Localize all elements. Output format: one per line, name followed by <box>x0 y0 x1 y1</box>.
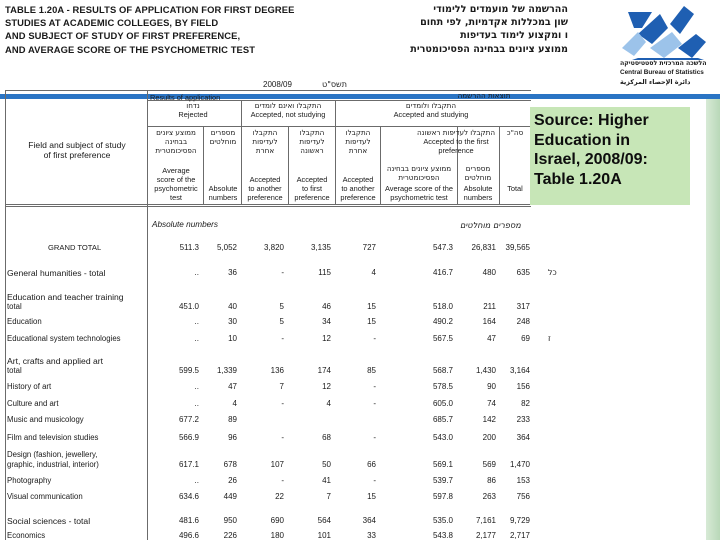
section-label-absolute-numbers-hebrew: מספרים מוחלטים <box>460 220 521 230</box>
table-cell: 634.6 <box>178 492 199 501</box>
section-label-absolute-numbers: Absolute numbers <box>152 220 218 229</box>
col-another-pref-header-hebrew: התקבלו לעדיפות אחרת <box>252 128 278 155</box>
table-cell: 156 <box>516 382 530 391</box>
table-cell: 15 <box>367 302 376 311</box>
table-cell: 107 <box>270 460 284 469</box>
table-cell: 547.3 <box>432 243 453 252</box>
table-cell: 47 <box>487 334 496 343</box>
table-cell: 82 <box>521 399 530 408</box>
table-cell: 136 <box>270 366 284 375</box>
row-label: Visual communication <box>7 492 83 501</box>
accepted-first-pref-header-hebrew: התקבלו לעדיפות ראשונה <box>416 128 496 137</box>
source-line: Israel, 2008/09: <box>534 151 648 168</box>
title-line: AND AVERAGE SCORE OF THE PSYCHOMETRIC TEST <box>5 43 256 55</box>
table-cell: 568.7 <box>432 366 453 375</box>
table-cell: 4 <box>371 268 376 277</box>
rejected-header-hebrew: נדחו <box>186 101 200 110</box>
row-label: General humanities - total <box>7 268 106 278</box>
grid-line <box>5 90 6 540</box>
table-cell: 90 <box>487 382 496 391</box>
title-line: ממוצע ציונים בבחינה הפסיכומטרית <box>410 43 568 55</box>
col-another-pref-header: Accepted to another preference <box>247 175 283 202</box>
rejected-header: Rejected <box>178 110 208 119</box>
table-cell: 317 <box>516 302 530 311</box>
table-cell: 566.9 <box>178 433 199 442</box>
table-cell: 2,717 <box>509 531 530 540</box>
table-cell: 7 <box>326 492 331 501</box>
col-total-header-hebrew: סה"כ <box>506 128 524 137</box>
field-column-header: Field and subject of study of first preference <box>28 140 126 160</box>
row-label: Film and television studies <box>7 433 99 442</box>
table-cell: 69 <box>521 334 530 343</box>
table-cell: 40 <box>228 302 237 311</box>
col-another-pref-studying-header-hebrew: התקבלו לעדיפות אחרת <box>345 128 371 155</box>
col-absolute-header: Absolute numbers <box>208 184 238 202</box>
table-title-hebrew <box>328 3 568 56</box>
table-cell: 10 <box>228 334 237 343</box>
col-absolute-studying-header-hebrew: מספרים מוחלטים <box>464 164 492 182</box>
grid-line <box>147 126 531 127</box>
col-first-pref-header-hebrew: התקבלו לעדיפות ראשונה <box>299 128 325 155</box>
table-cell: 233 <box>516 415 530 424</box>
table-cell: 86 <box>487 476 496 485</box>
table-cell: .. <box>194 317 199 326</box>
row-label: total <box>7 366 22 375</box>
row-label: Music and musicology <box>7 415 84 424</box>
table-cell: 263 <box>482 492 496 501</box>
decorative-side-band <box>706 99 720 540</box>
results-header: Results of application <box>150 93 221 102</box>
table-cell: 690 <box>270 516 284 525</box>
col-total-header: Total <box>507 184 523 193</box>
table-cell: 539.7 <box>432 476 453 485</box>
table-cell: 7 <box>279 382 284 391</box>
table-cell: - <box>281 476 284 485</box>
table-cell: 605.0 <box>432 399 453 408</box>
table-cell: 115 <box>318 268 331 277</box>
table-cell: 481.6 <box>178 516 199 525</box>
row-label-hebrew: כל <box>548 268 557 277</box>
table-cell: 3,135 <box>310 243 331 252</box>
row-label: Social sciences - total <box>7 516 91 526</box>
table-cell: - <box>281 433 284 442</box>
table-cell: .. <box>194 476 199 485</box>
table-cell: 5 <box>279 302 284 311</box>
table-cell: 68 <box>322 433 331 442</box>
table-cell: .. <box>194 382 199 391</box>
table-cell: 449 <box>223 492 237 501</box>
table-cell: 1,430 <box>475 366 496 375</box>
row-label-hebrew: ז <box>548 334 551 343</box>
grid-line <box>147 90 148 540</box>
table-cell: 15 <box>367 492 376 501</box>
title-line: ו ומקצוע לימוד בעדיפות <box>460 30 568 42</box>
table-cell: 727 <box>362 243 376 252</box>
table-cell: 4 <box>232 399 237 408</box>
table-cell: 678 <box>223 460 237 469</box>
table-cell: 174 <box>317 366 331 375</box>
table-cell: 364 <box>516 433 530 442</box>
table-cell: 535.0 <box>432 516 453 525</box>
table-cell: 96 <box>228 433 237 442</box>
table-cell: 101 <box>317 531 331 540</box>
accepted-studying-header-hebrew: התקבלו ולומדים <box>405 101 457 110</box>
table-cell: - <box>373 433 376 442</box>
table-cell: 1,339 <box>216 366 237 375</box>
table-cell: 200 <box>482 433 496 442</box>
accepted-not-studying-header-hebrew: התקבלו ואינם לומדים <box>254 101 322 110</box>
table-cell: 3,164 <box>509 366 530 375</box>
table-cell: 34 <box>322 317 331 326</box>
row-label: Education and teacher training <box>7 292 124 302</box>
table-cell: 47 <box>228 382 237 391</box>
row-label: graphic, industrial, interior) <box>7 460 99 469</box>
table-cell: 5 <box>279 317 284 326</box>
table-cell: 677.2 <box>178 415 199 424</box>
table-cell: 15 <box>367 317 376 326</box>
table-cell: 142 <box>482 415 496 424</box>
table-cell: .. <box>194 334 199 343</box>
table-cell: 211 <box>483 302 496 311</box>
logo-shape <box>670 6 694 34</box>
logo-caption-hebrew: הלשכה המרכזית לסטטיסטיקה <box>620 60 707 67</box>
table-cell: 416.7 <box>432 268 453 277</box>
table-cell: 180 <box>270 531 284 540</box>
source-line: Source: Higher <box>534 112 649 129</box>
table-cell: 617.1 <box>178 460 199 469</box>
table-cell: 496.6 <box>178 531 199 540</box>
table-cell: 248 <box>516 317 530 326</box>
year-label: 2008/09 <box>263 80 292 89</box>
table-cell: 1,470 <box>509 460 530 469</box>
accepted-studying-header: Accepted and studying <box>393 110 469 119</box>
table-cell: - <box>373 382 376 391</box>
table-cell: 153 <box>516 476 530 485</box>
table-cell: 164 <box>482 317 496 326</box>
row-label: GRAND TOTAL <box>48 243 102 252</box>
table-cell: 89 <box>228 415 237 424</box>
table-cell: 12 <box>322 334 331 343</box>
logo-caption-english: Central Bureau of Statistics <box>620 69 704 76</box>
table-cell: - <box>281 334 284 343</box>
logo-shape <box>678 34 706 58</box>
row-label: Art, crafts and applied art <box>7 356 104 366</box>
table-cell: 511.3 <box>179 243 199 252</box>
col-absolute-studying-header: Absolute numbers <box>463 184 493 202</box>
source-line: Table 1.20A <box>534 170 622 188</box>
table-cell: 597.8 <box>432 492 453 501</box>
title-line: AND SUBJECT OF STUDY OF FIRST PREFERENCE, <box>5 30 241 42</box>
col-first-pref-header: Accepted to first preference <box>294 175 330 202</box>
table-cell: 30 <box>228 317 237 326</box>
table-cell: 518.0 <box>432 302 453 311</box>
table-cell: 756 <box>516 492 530 501</box>
table-cell: 490.2 <box>432 317 453 326</box>
source-callout <box>530 107 690 205</box>
table-cell: 12 <box>322 382 331 391</box>
table-cell: 451.0 <box>178 302 199 311</box>
table-cell: 364 <box>362 516 376 525</box>
table-cell: 3,820 <box>263 243 284 252</box>
col-absolute-header-hebrew: מספרים מוחלטים <box>209 128 237 146</box>
table-cell: 50 <box>322 460 331 469</box>
table-title-english <box>5 3 335 56</box>
grid-line <box>5 206 531 207</box>
table-cell: 33 <box>367 531 376 540</box>
table-cell: 46 <box>322 302 331 311</box>
table-cell: 22 <box>275 492 284 501</box>
table-cell: 39,565 <box>505 243 530 252</box>
row-label: Economics <box>7 531 46 540</box>
table-cell: 543.0 <box>432 433 453 442</box>
table-cell: 226 <box>223 531 237 540</box>
table-cell: 567.5 <box>432 334 453 343</box>
table-cell: .. <box>194 268 199 277</box>
title-line: שון במכללות אקדמיות, לפי תחום <box>420 17 568 29</box>
table-cell: 635 <box>516 268 530 277</box>
col-avg-score-header: Average score of the psychometric test <box>154 166 198 202</box>
table-cell: 66 <box>367 460 376 469</box>
table-cell: 950 <box>223 516 237 525</box>
table-cell: - <box>281 399 284 408</box>
col-avg-score-studying-header: Average score of the psychometric test <box>384 184 454 202</box>
table-cell: 36 <box>228 268 237 277</box>
table-cell: 9,729 <box>509 516 530 525</box>
year-label-hebrew: תשס"ט <box>322 80 347 89</box>
accepted-not-studying-header: Accepted, not studying <box>250 110 326 119</box>
col-avg-score-header-hebrew: ממוצע ציונים בבחינה הפסיכומטרית <box>155 128 197 155</box>
row-label: Education <box>7 317 42 326</box>
table-cell: 7,161 <box>475 516 496 525</box>
row-label: Photography <box>7 476 52 485</box>
title-line: STUDIES AT ACADEMIC COLLEGES, BY FIELD <box>5 17 219 29</box>
title-line: TABLE 1.20A - RESULTS OF APPLICATION FOR FIRST DEGREE <box>5 4 295 15</box>
table-cell: 5,052 <box>216 243 237 252</box>
row-label: Culture and art <box>7 399 59 408</box>
table-cell: 543.8 <box>432 531 453 540</box>
table-cell: 2,177 <box>475 531 496 540</box>
row-label: Design (fashion, jewellery, <box>7 450 98 459</box>
col-avg-score-studying-header-hebrew: ממוצע ציונים בבחינה הפסיכומטרית <box>386 164 452 182</box>
grid-line <box>5 204 531 205</box>
table-cell: 578.5 <box>432 382 453 391</box>
source-line: Education in <box>534 131 630 149</box>
table-cell: 26 <box>228 476 237 485</box>
table-cell: 74 <box>487 399 496 408</box>
logo-caption-arabic: دائرة الإحصاء المركزية <box>620 78 691 86</box>
title-line: ההרשמה של מועמדים ללימודי <box>433 4 568 15</box>
table-cell: 569 <box>482 460 496 469</box>
results-header-hebrew: תוצאות ההרשמה <box>457 91 511 100</box>
table-cell: 4 <box>326 399 331 408</box>
table-cell: 41 <box>322 476 331 485</box>
row-label: Educational system technologies <box>7 334 121 343</box>
table-cell: 480 <box>482 268 496 277</box>
table-cell: 564 <box>317 516 331 525</box>
table-cell: 85 <box>367 366 376 375</box>
accepted-first-pref-header: Accepted to the first preference <box>423 137 489 155</box>
table-cell: - <box>373 334 376 343</box>
table-cell: .. <box>194 399 199 408</box>
table-cell: 26,831 <box>471 243 496 252</box>
table-cell: 569.1 <box>432 460 453 469</box>
table-cell: - <box>373 399 376 408</box>
table-cell: 599.5 <box>178 366 199 375</box>
table-cell: - <box>281 268 284 277</box>
col-another-pref-studying-header: Accepted to another preference <box>340 175 376 202</box>
row-label: total <box>7 302 22 311</box>
table-cell: - <box>373 476 376 485</box>
row-label: History of art <box>7 382 52 391</box>
table-cell: 685.7 <box>432 415 453 424</box>
